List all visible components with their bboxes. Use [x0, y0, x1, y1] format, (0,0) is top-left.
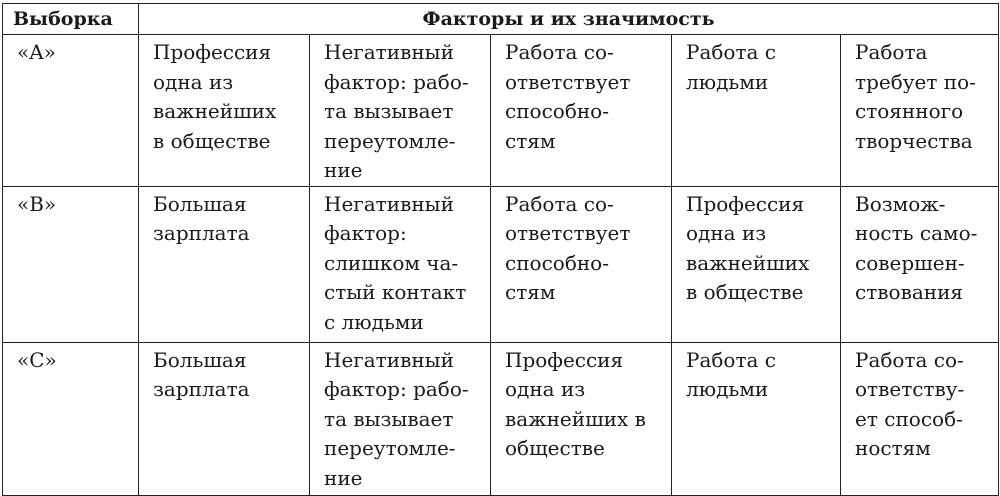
- factor-cell: Большая зарплата: [139, 186, 310, 342]
- factors-table: [2, 3, 999, 496]
- factor-cell: Большая зарплата: [139, 342, 310, 495]
- factor-cell: Работа со- ответствует способно- стям: [491, 35, 672, 187]
- factors-column-header: Факторы и их значимость: [139, 4, 999, 35]
- table-row: [3, 186, 999, 342]
- table-row: [3, 342, 999, 495]
- factor-cell: Профессия одна из важнейших в обществе: [491, 342, 672, 495]
- factor-cell: Работа требует по- стоянного творчества: [841, 35, 999, 187]
- sample-cell: «B»: [3, 186, 139, 342]
- factor-cell: Возмож- ность само- совершен- ствования: [841, 186, 999, 342]
- factor-cell: Негативный фактор: рабо- та вызывает переутомле- ние: [310, 35, 491, 187]
- factor-cell: Работа со- ответству- ет способ- ностям: [841, 342, 999, 495]
- factor-cell: Работа с людьми: [672, 35, 841, 187]
- factor-cell: Негативный фактор: слишком ча- стый контакт с людьми: [310, 186, 491, 342]
- header-row: [3, 4, 999, 35]
- factor-cell: Работа с людьми: [672, 342, 841, 495]
- factor-cell: Негативный фактор: рабо- та вызывает переутомле- ние: [310, 342, 491, 495]
- factor-cell: Профессия одна из важнейших в обществе: [139, 35, 310, 187]
- sample-cell: «C»: [3, 342, 139, 495]
- table-row: [3, 35, 999, 187]
- factor-cell: Работа со- ответствует способно- стям: [491, 186, 672, 342]
- sample-cell: «A»: [3, 35, 139, 187]
- factor-cell: Профессия одна из важнейших в обществе: [672, 186, 841, 342]
- sample-column-header: Выборка: [3, 4, 139, 35]
